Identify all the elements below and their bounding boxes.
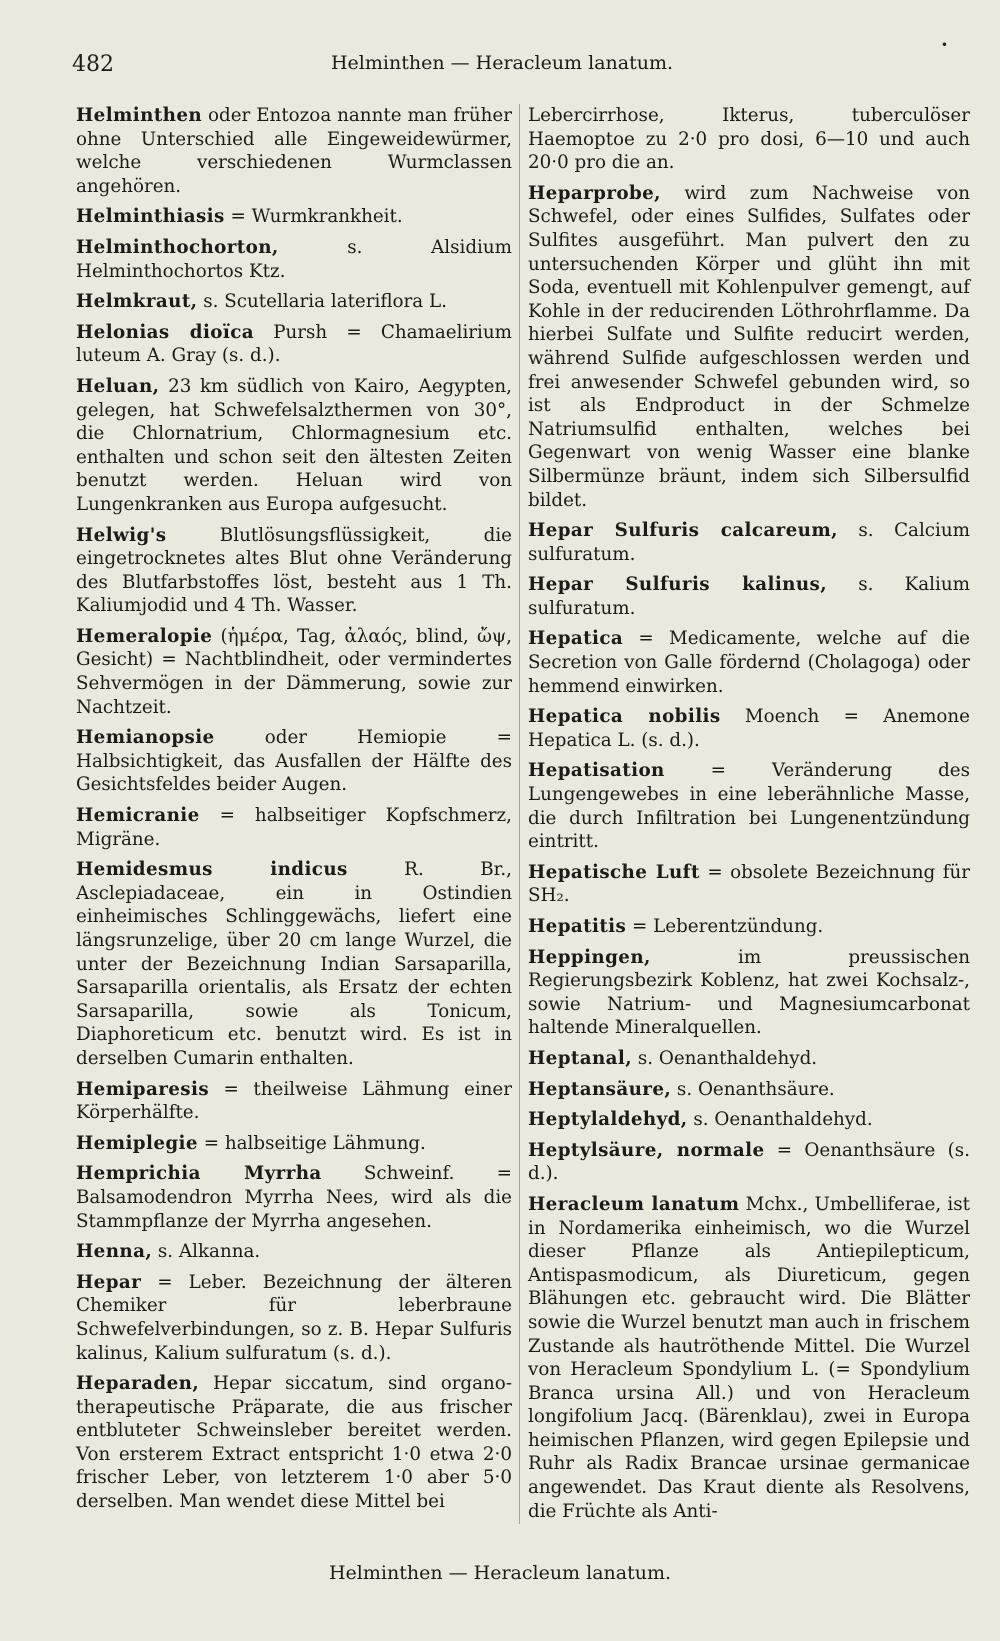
dictionary-entry: [76, 104, 512, 198]
entry-headword: Helminthen: [76, 105, 203, 126]
column-divider: [519, 104, 520, 1524]
entry-text: = Leber. Bezeichnung der älteren Chemiker für leberbraune Schwefelverbindungen, so z. B. Hepar Sulfuris kalinus, Kalium sulfuratum (s. d.).: [76, 1271, 512, 1364]
entry-text: Moench = Anemone Hepatica L. (s. d.).: [528, 706, 970, 751]
entry-headword: Hepatica: [528, 628, 624, 650]
dictionary-entry: [76, 1240, 512, 1264]
entry-headword: Heparprobe,: [528, 182, 661, 204]
entry-headword: Hepatica nobilis: [528, 706, 721, 728]
entry-text: Hepar siccatum, sind organo-therapeutische Präparate, die aus frischer entbluteter Schweinsleber bereitet werden. Von ersterem Extract entspricht 1·0 etwa 2·0 frischer Leber, von letzterem 1·0 aber 5·0 derselben. Man wendet diese Mittel bei: [76, 1373, 512, 1513]
entry-text: Schweinf. = Balsamodendron Myrrha Nees, wird als die Stammpflanze der Myrrha angesehen.: [76, 1163, 512, 1232]
right-column: [528, 104, 970, 1530]
entry-headword: Heptylaldehyd,: [528, 1109, 688, 1131]
entry-headword: Heppingen,: [528, 946, 651, 968]
dictionary-entry: [528, 182, 970, 512]
entry-headword: Helminthochorton,: [76, 236, 279, 258]
entry-text: s. Kalium sulfuratum.: [528, 574, 970, 619]
dictionary-entry: [528, 1108, 970, 1132]
entry-headword: Hepatische Luft: [528, 861, 700, 883]
dictionary-entry: [76, 625, 512, 719]
page-footer: Helminthen — Heracleum lanatum.: [328, 1562, 672, 1584]
entry-text: = Leberentzündung.: [626, 916, 824, 937]
entry-headword: Heracleum lanatum: [528, 1193, 740, 1215]
entry-headword: Hepatisation: [528, 760, 665, 782]
dictionary-entry: [76, 1271, 512, 1365]
entry-headword: Helminthiasis: [76, 206, 225, 228]
left-column: [76, 104, 512, 1521]
entry-headword: Hepar Sulfuris kalinus,: [528, 574, 827, 596]
entry-text: s. Calcium sulfuratum.: [528, 520, 971, 565]
entry-headword: Hemiplegie: [76, 1132, 198, 1154]
entry-headword: Hemianopsie: [76, 727, 215, 749]
entry-text: s. Oenanthaldehyd.: [632, 1047, 818, 1069]
entry-text: im preussischen Regierungsbezirk Koblenz, hat zwei Kochsalz-, sowie Natrium- und Magnesiumcarbonat haltende Mineralquellen.: [528, 946, 970, 1039]
dictionary-entry: [76, 858, 512, 1070]
entry-text: = Oenanthsäure (s. d.).: [528, 1139, 970, 1185]
dictionary-entry: [528, 1078, 970, 1102]
entry-headword: Heparaden,: [76, 1373, 200, 1395]
entry-text: = obsolete Bezeichnung für SH₂.: [528, 861, 970, 907]
entry-text: Mchx., Umbelliferae, ist in Nordamerika einheimisch, wo die Wurzel dieser Pflanze als Antiepilepticum, Antispasmodicum, als Diureticum, gegen Blähungen etc. gebraucht wird. Die Blätter sowie die Wurzel benutzt man auch in frischem Zustande als hautröthende Mittel. Die Wurzel von Heracleum Spondylium L. (= Spondylium Branca ursina All.) und von Heracleum longifolium Jacq. (Bärenklau), zwei in Europa heimischen Pflanzen, wird gegen Epilepsie und Ruhr als Radix Brancae ursinae germanicae angewendet. Das Kraut diente als Resolvens, die Früchte als Anti-: [528, 1193, 970, 1522]
dictionary-entry: [528, 946, 970, 1040]
dictionary-entry: [528, 915, 970, 939]
dictionary-entry: [528, 1047, 970, 1071]
dictionary-entry: [76, 1132, 512, 1156]
dictionary-entry: [76, 1162, 512, 1233]
dictionary-entry: [528, 759, 970, 853]
ink-dot: •: [940, 38, 948, 52]
dictionary-entry: [76, 1372, 512, 1514]
dictionary-entry: [76, 804, 512, 851]
entry-text: oder Hemiopie = Halbsichtigkeit, das Ausfallen der Hälfte des Gesichtsfeldes beider Augen.: [76, 727, 512, 796]
page-header: [72, 38, 948, 86]
entry-text: = Wurmkrankheit.: [224, 206, 403, 228]
entry-text: s. Alsidium Helminthochortos Ktz.: [76, 236, 512, 282]
entry-headword: Hepar: [76, 1271, 142, 1293]
entry-headword: Hemiparesis: [76, 1078, 210, 1100]
dictionary-entry: [528, 1193, 970, 1523]
entry-text: s. Alkanna.: [152, 1241, 261, 1263]
entry-headword: Hemprichia Myrrha: [76, 1163, 322, 1185]
entry-text: oder Entozoa nannte man früher ohne Unterschied alle Eingeweidewürmer, welche verschiedenen Wurmclassen angehören.: [76, 105, 512, 197]
entry-text: = Medicamente, welche auf die Secretion von Galle fördernd (Cholagoga) oder hemmend einwirken.: [528, 628, 970, 697]
entry-text: s. Oenanthaldehyd.: [687, 1109, 873, 1131]
dictionary-entry: [76, 290, 512, 314]
dictionary-entry: [76, 524, 512, 618]
entry-headword: Helwig's: [76, 524, 167, 546]
entry-text: s. Oenanthsäure.: [671, 1078, 835, 1100]
entry-text: (ἡμέρα, Tag, ἀλαός, blind, ὤψ, Gesicht) = Nachtblindheit, oder vermindertes Sehvermögen in der Dämmerung, sowie zur Nachtzeit.: [76, 625, 512, 718]
entry-text: s. Scutellaria lateriflora L.: [197, 291, 447, 313]
dictionary-entry: [76, 1078, 512, 1125]
dictionary-entry: [76, 236, 512, 283]
dictionary-entry: [528, 861, 970, 908]
dictionary-entry: [528, 104, 970, 175]
entry-text: Blutlösungsflüssigkeit, die eingetrocknetes altes Blut ohne Veränderung des Blutfarbstoffes löst, besteht aus 1 Th. Kaliumjodid und 4 Th. Wasser.: [76, 524, 512, 617]
page-number: 482: [72, 52, 114, 77]
dictionary-entry: [528, 1139, 970, 1186]
dictionary-entry: [528, 573, 970, 620]
entry-text: 23 km südlich von Kairo, Aegypten, gelegen, hat Schwefelsalzthermen von 30°, die Chlornatrium, Chlormagnesium etc. enthalten und schon seit den ältesten Zeiten benutzt werden. Heluan wird von Lungenkranken aus Europa aufgesucht.: [76, 375, 512, 515]
entry-text: Lebercirrhose, Ikterus, tuberculöser Haemoptoe zu 2·0 pro dosi, 6—10 und auch 20·0 pro die an.: [528, 105, 970, 174]
entry-headword: Helonias dioïca: [76, 321, 255, 343]
entry-headword: Heluan,: [76, 375, 160, 397]
entry-text: wird zum Nachweise von Schwefel, oder eines Sulfides, Sulfates oder Sulfites ausgeführt. Man pulvert den zu untersuchenden Körper und glüht ihn mit Soda, eventuell mit Kohlenpulver gemengt, auf Kohle in der reducirenden Löthrohrflamme. Da hierbei Sulfate und Sulfite reducirt werden, während Sulfide aufgeschlossen werden und frei anwesender Schwefel gebunden wird, so ist als Endproduct in der Schmelze Natriumsulfid enthalten, welches bei Gegenwart von wenig Wasser eine blanke Silbermünze bräunt, indem sich Silbersulfid bildet.: [528, 182, 970, 511]
entry-text: Pursh = Chamaelirium luteum A. Gray (s. d.).: [76, 321, 512, 367]
entry-text: = theilweise Lähmung einer Körperhälfte.: [76, 1078, 512, 1124]
entry-headword: Heptansäure,: [528, 1078, 672, 1100]
dictionary-entry: [76, 321, 512, 368]
entry-text: = Veränderung des Lungengewebes in eine leberähnliche Masse, die durch Infiltration bei Lungenentzündung eintritt.: [528, 760, 970, 853]
dictionary-entry: [528, 519, 970, 566]
dictionary-entry: [76, 726, 512, 797]
dictionary-entry: [76, 205, 512, 229]
entry-headword: Helmkraut,: [76, 291, 198, 313]
entry-headword: Hepar Sulfuris calcareum,: [528, 520, 838, 542]
entry-headword: Hepatitis: [528, 916, 627, 937]
entry-text: = halbseitiger Kopfschmerz, Migräne.: [76, 805, 512, 850]
entry-headword: Hemidesmus indicus: [76, 859, 348, 881]
dictionary-entry: [528, 705, 970, 752]
entry-headword: Heptylsäure, normale: [528, 1139, 765, 1161]
entry-headword: Hemicranie: [76, 805, 200, 827]
entry-headword: Heptanal,: [528, 1047, 633, 1069]
entry-text: R. Br., Asclepiadaceae, ein in Ostindien einheimisches Schlinggewächs, liefert eine längsrunzelige, über 20 cm lange Wurzel, die unter der Bezeichnung Indian Sarsaparilla, Sarsaparilla orientalis, als Ersatz der echten Sarsaparilla, sowie als Tonicum, Diaphoreticum etc. benutzt wird. Es ist in derselben Cumarin enthalten.: [76, 859, 512, 1069]
entry-text: = halbseitige Lähmung.: [197, 1132, 426, 1154]
entry-headword: Henna,: [76, 1241, 153, 1263]
running-title: Helminthen — Heracleum lanatum.: [330, 52, 674, 74]
entry-headword: Hemeralopie: [76, 625, 213, 647]
dictionary-entry: [76, 375, 512, 517]
dictionary-entry: [528, 627, 970, 698]
